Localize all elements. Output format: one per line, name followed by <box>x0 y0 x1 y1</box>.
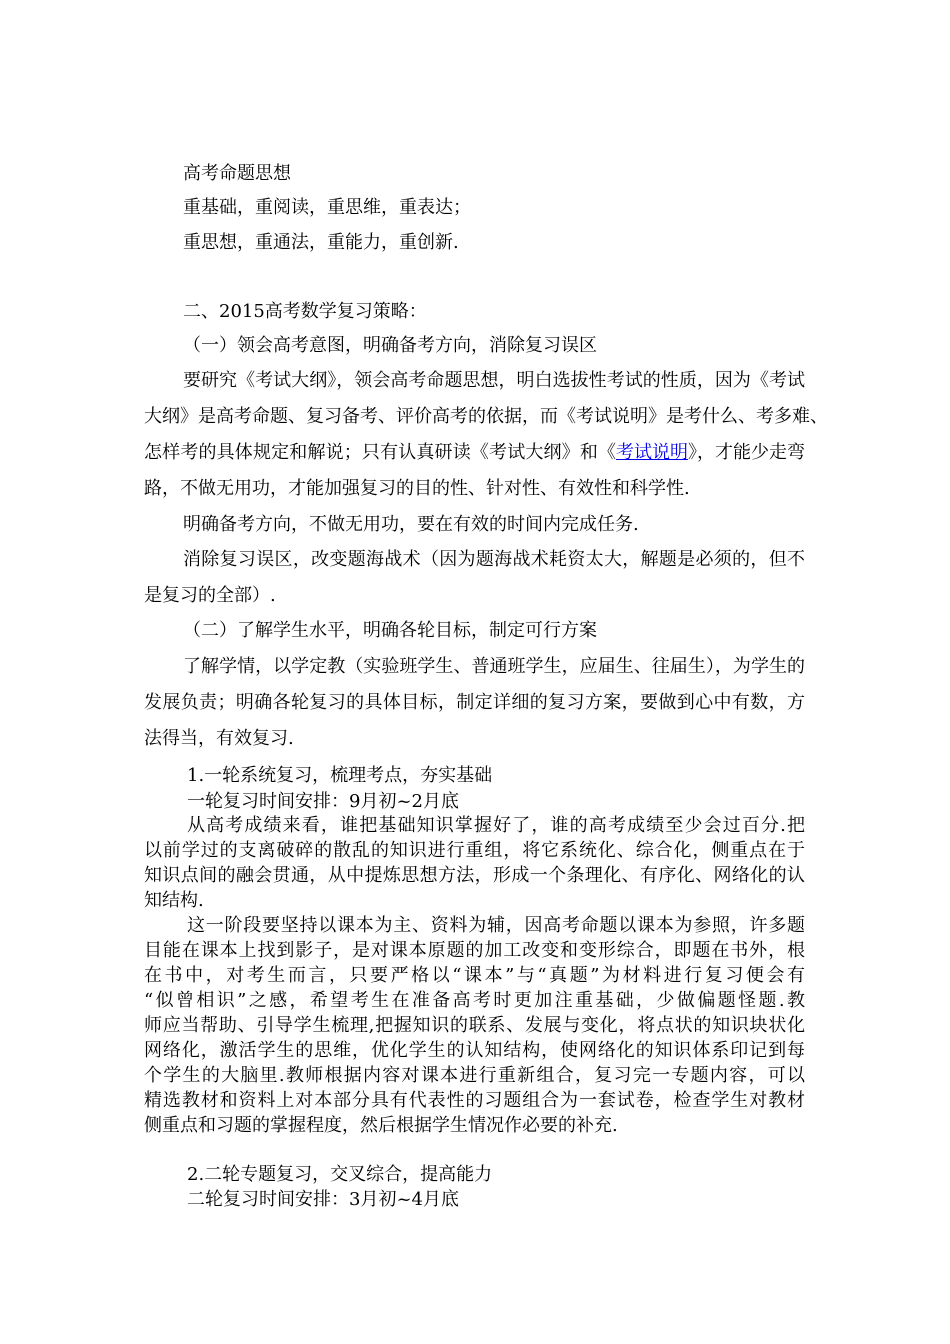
paragraph-line: 大纲》是高考命题、复习备考、评价高考的依据，而《考试说明》是考什么、考多难、 <box>144 406 828 427</box>
paragraph-line: 这一阶段要坚持以课本为主、资料为辅，因高考命题以课本为参照，许多题 <box>187 915 805 936</box>
paragraph-line: 以前学过的支离破碎的散乱的知识进行重组，将它系统化、综合化，侧重点在于 <box>144 840 805 861</box>
philosophy-line-1: 重基础，重阅读，重思维，重表达； <box>183 197 471 218</box>
philosophy-line-2: 重思想，重通法，重能力，重创新. <box>183 232 459 253</box>
item-one-time: 一轮复习时间安排：9月初~2月底 <box>187 791 459 812</box>
paragraph-line: 要研究《考试大纲》，领会高考命题思想，明白选拔性考试的性质，因为《考试 <box>183 370 805 391</box>
paragraph-line: 网络化，激活学生的思维，优化学生的认知结构，使网络化的知识体系印记到每 <box>144 1040 805 1061</box>
item-two-time: 二轮复习时间安排：3月初~4月底 <box>187 1189 459 1210</box>
paragraph-line: 发展负责；明确各轮复习的具体目标，制定详细的复习方案，要做到心中有数，方 <box>144 692 805 713</box>
paragraph-line: 法得当，有效复习. <box>144 728 294 749</box>
paragraph-line: 师应当帮助、引导学生梳理,把握知识的联系、发展与变化，将点状的知识块状化 <box>144 1015 805 1036</box>
heading-exam-philosophy: 高考命题思想 <box>183 163 291 184</box>
section-title-strategy: 二、2015高考数学复习策略： <box>183 301 427 322</box>
paragraph-line: 个学生的大脑里.教师根据内容对课本进行重新组合，复习完一专题内容，可以 <box>144 1065 805 1086</box>
exam-description-link[interactable]: 考试说明 <box>616 442 688 463</box>
paragraph-line: 明确备考方向，不做无用功，要在有效的时间内完成任务. <box>183 514 639 535</box>
paragraph-line: “似曾相识”之感，希望考生在准备高考时更加注重基础，少做偏题怪题.教 <box>144 990 805 1011</box>
paragraph-text: 怎样考的具体规定和解说；只有认真研读《考试大纲》和《 <box>144 442 616 463</box>
paragraph-line: 路，不做无用功，才能加强复习的目的性、针对性、有效性和科学性. <box>144 478 690 499</box>
paragraph-line: 目能在课本上找到影子，是对课本原题的加工改变和变形综合，即题在书外，根 <box>144 940 805 961</box>
subheading-one: （一）领会高考意图，明确备考方向，消除复习误区 <box>183 335 597 356</box>
paragraph-line: 在书中，对考生而言，只要严格以“课本”与“真题”为材料进行复习便会有 <box>144 965 805 986</box>
item-one-title: 1.一轮系统复习，梳理考点，夯实基础 <box>187 765 493 786</box>
paragraph-text: 》，才能少走弯 <box>688 442 805 463</box>
paragraph-line: 了解学情，以学定教（实验班学生、普通班学生，应届生、往届生），为学生的 <box>183 656 805 677</box>
paragraph-line-with-link <box>144 441 805 465</box>
paragraph-line: 知识点间的融会贯通，从中提炼思想方法，形成一个条理化、有序化、网络化的认 <box>144 865 805 886</box>
paragraph-line: 精选教材和资料上对本部分具有代表性的习题组合为一套试卷，检查学生对教材 <box>144 1090 805 1111</box>
paragraph-line: 是复习的全部）. <box>144 585 276 606</box>
paragraph-line: 侧重点和习题的掌握程度，然后根据学生情况作必要的补充. <box>144 1115 618 1136</box>
item-two-title: 2.二轮专题复习，交叉综合，提高能力 <box>187 1164 493 1185</box>
subheading-two: （二）了解学生水平，明确各轮目标，制定可行方案 <box>183 620 597 641</box>
paragraph-line: 知结构. <box>144 890 204 911</box>
paragraph-line: 从高考成绩来看，谁把基础知识掌握好了，谁的高考成绩至少会过百分.把 <box>187 815 805 836</box>
paragraph-line: 消除复习误区，改变题海战术（因为题海战术耗资太大，解题是必须的，但不 <box>183 549 805 570</box>
